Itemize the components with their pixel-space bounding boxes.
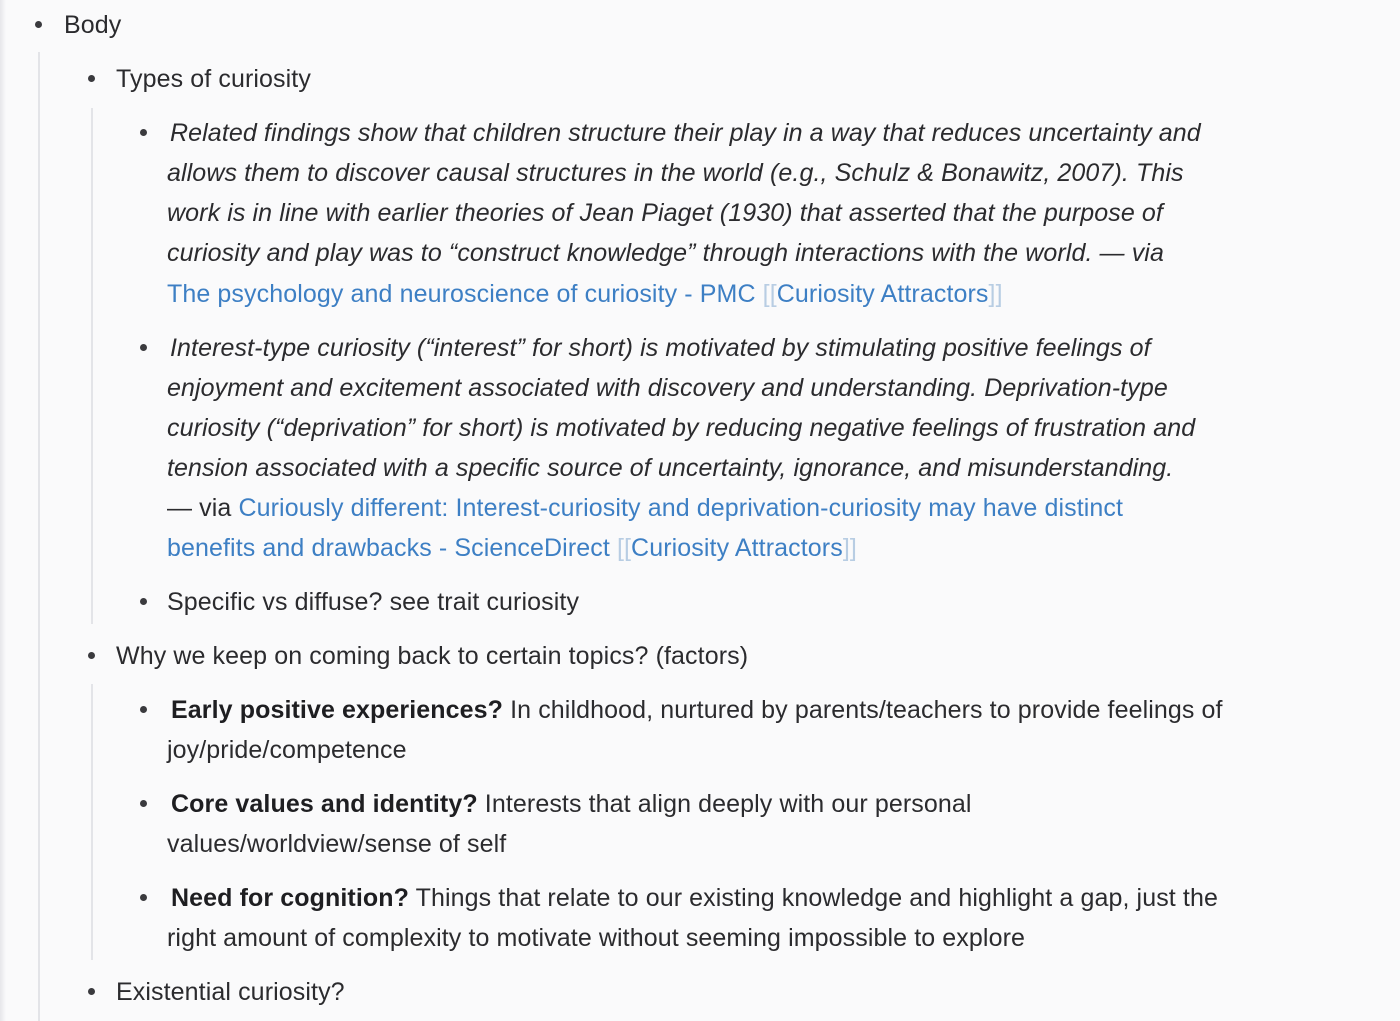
quote-line: curiosity (“deprivation” for short) is motivated by reducing negative feelings of frustration and <box>167 414 1196 442</box>
factor-line-cont: values/worldview/sense of self <box>167 830 507 858</box>
factor-title: Need for cognition? <box>171 884 409 912</box>
bullet[interactable] <box>88 652 95 659</box>
factor-line <box>171 784 972 824</box>
bullet[interactable] <box>140 598 147 605</box>
page-ref-bracket-open: [[ <box>762 280 777 308</box>
bullet[interactable] <box>140 344 147 351</box>
bullet[interactable] <box>35 21 42 28</box>
factor-line-cont: right amount of complexity to motivate without seeming impossible to explore <box>167 924 1026 952</box>
via-prefix: — via <box>167 494 239 522</box>
quote-line: allows them to discover causal structures in the world (e.g., Schulz & Bonawitz, 2007). This <box>167 159 1184 187</box>
source-link-sciencedirect-cont[interactable]: benefits and drawbacks - ScienceDirect <box>167 534 610 562</box>
bullet[interactable] <box>88 75 95 82</box>
bullet[interactable] <box>140 894 147 901</box>
factor-line-cont: joy/pride/competence <box>167 736 407 764</box>
source-link-sciencedirect[interactable]: Curiously different: Interest-curiosity and deprivation-curiosity may have distinct <box>238 494 1124 522</box>
source-link-pmc[interactable]: The psychology and neuroscience of curiosity - PMC <box>167 280 756 308</box>
window-edge <box>0 0 6 1021</box>
quote-line: curiosity and play was to “construct knowledge” through interactions with the world. — via <box>167 239 1164 267</box>
indent-guide <box>91 108 93 624</box>
outline-item-types-of-curiosity[interactable]: Types of curiosity <box>116 65 311 93</box>
outline-item-body[interactable]: Body <box>64 11 122 39</box>
page-ref-bracket-close: ]] <box>842 534 857 562</box>
source-line <box>167 274 1003 314</box>
page-ref-curiosity-attractors[interactable]: Curiosity Attractors <box>631 534 843 562</box>
page-ref-bracket-close: ]] <box>988 280 1003 308</box>
factor-line <box>171 878 1218 918</box>
source-line <box>167 528 857 568</box>
quote-line: Interest-type curiosity (“interest” for short) is motivated by stimulating positive feelings of <box>170 334 1151 362</box>
bullet[interactable] <box>140 800 147 807</box>
quote-line: enjoyment and excitement associated with discovery and understanding. Deprivation-type <box>167 374 1168 402</box>
indent-guide <box>38 52 40 1021</box>
factor-title: Core values and identity? <box>171 790 478 818</box>
outline-item-factors[interactable]: Why we keep on coming back to certain topics? (factors) <box>116 642 749 670</box>
factor-text: Interests that align deeply with our personal <box>477 790 972 818</box>
source-line <box>167 488 1123 528</box>
quote-line: tension associated with a specific source of uncertainty, ignorance, and misunderstanding. <box>167 454 1174 482</box>
outline-item-existential-curiosity[interactable]: Existential curiosity? <box>116 978 345 1006</box>
quote-line: Related findings show that children structure their play in a way that reduces uncertainty and <box>170 119 1201 147</box>
factor-text: In childhood, nurtured by parents/teachers to provide feelings of <box>503 696 1223 724</box>
factor-title: Early positive experiences? <box>171 696 504 724</box>
bullet[interactable] <box>140 129 147 136</box>
bullet[interactable] <box>88 988 95 995</box>
factor-line <box>171 690 1223 730</box>
factor-text: Things that relate to our existing knowledge and highlight a gap, just the <box>409 884 1218 912</box>
outline-item-specific-vs-diffuse[interactable]: Specific vs diffuse? see trait curiosity <box>167 588 580 616</box>
page-ref-curiosity-attractors[interactable]: Curiosity Attractors <box>776 280 989 308</box>
quote-line: work is in line with earlier theories of Jean Piaget (1930) that asserted that the purpose of <box>167 199 1163 227</box>
indent-guide <box>91 684 93 960</box>
page-ref-bracket-open: [[ <box>616 534 632 562</box>
bullet[interactable] <box>140 706 147 713</box>
